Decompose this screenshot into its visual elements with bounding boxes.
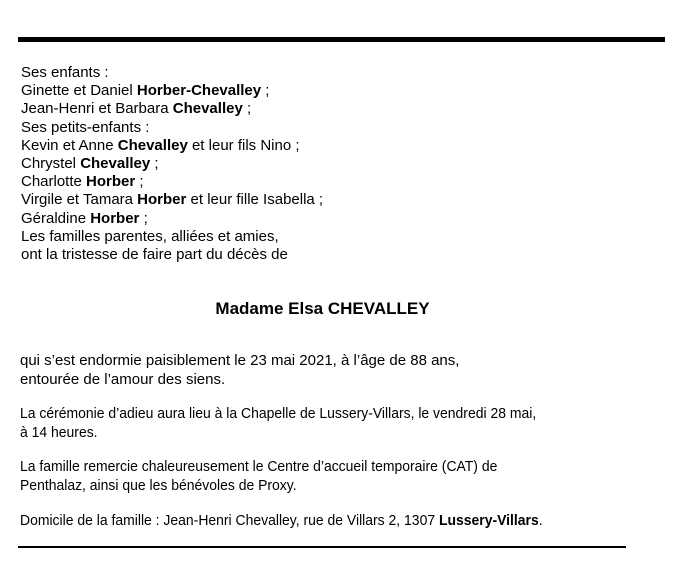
address-locality: Lussery-Villars <box>438 512 539 529</box>
line-text-after: ; <box>242 100 252 118</box>
top-rule <box>18 37 665 42</box>
line-text-after: ; <box>261 82 270 100</box>
line-text-after: ; <box>135 173 144 191</box>
paragraph-line: qui s’est endormie paisiblement le 23 mai 2021, à l’âge de 88 ans, <box>20 352 460 369</box>
line-text-after: ; <box>139 209 148 227</box>
family-line <box>21 100 323 118</box>
family-list <box>21 64 323 264</box>
line-bold: Horber <box>86 173 136 191</box>
line-bold: Chevalley <box>117 136 188 154</box>
deceased-name: Madame Elsa CHEVALLEY <box>215 299 430 318</box>
line-text: Charlotte <box>21 173 87 191</box>
line-bold: Horber <box>137 191 187 209</box>
family-line <box>21 173 323 191</box>
family-line <box>21 119 323 137</box>
paragraph-thanks <box>20 457 497 495</box>
family-line <box>21 228 323 246</box>
bottom-rule <box>18 546 626 548</box>
line-text: Ginette et Daniel <box>21 82 137 100</box>
line-text: Ses enfants : <box>21 64 109 81</box>
line-text: Kevin et Anne <box>21 136 118 154</box>
line-bold: Chevalley <box>172 100 243 118</box>
family-line <box>21 82 323 100</box>
family-line <box>21 64 323 82</box>
line-text-after: ; <box>150 155 159 173</box>
line-text: Virgile et Tamara <box>21 191 138 209</box>
paragraph-address <box>20 511 543 530</box>
paragraph-line: entourée de l’amour des siens. <box>20 371 226 388</box>
paragraph-line: La famille remercie chaleureusement le Centre d’accueil temporaire (CAT) de <box>20 458 498 475</box>
line-bold: Horber <box>90 209 140 227</box>
line-text: Ses petits-enfants : <box>21 118 150 136</box>
line-text: Chrystel <box>21 155 81 173</box>
line-text: Jean-Henri et Barbara <box>21 100 173 118</box>
address-text: Domicile de la famille : Jean-Henri Chevalley, rue de Villars 2, 1307 <box>20 512 439 529</box>
paragraph-line: La cérémonie d’adieu aura lieu à la Chapelle de Lussery-Villars, le vendredi 28 mai, <box>20 405 537 422</box>
paragraph-line: Penthalaz, ainsi que les bénévoles de Proxy. <box>20 477 297 494</box>
family-line <box>21 191 323 209</box>
paragraph-line: à 14 heures. <box>20 424 98 441</box>
family-line <box>21 210 323 228</box>
family-line <box>21 155 323 173</box>
line-text-after: et leur fille Isabella ; <box>186 191 324 209</box>
paragraph-ceremony <box>20 404 536 442</box>
line-text: Géraldine <box>21 209 91 227</box>
family-line <box>21 246 323 264</box>
line-text: Les familles parentes, alliées et amies, <box>21 227 279 245</box>
family-line <box>21 137 323 155</box>
paragraph-passing <box>20 351 459 389</box>
line-bold: Horber-Chevalley <box>136 82 262 100</box>
address-end: . <box>538 512 543 529</box>
line-text-after: et leur fils Nino ; <box>187 136 300 154</box>
line-bold: Chevalley <box>80 155 151 173</box>
line-text: ont la tristesse de faire part du décès de <box>21 246 288 264</box>
